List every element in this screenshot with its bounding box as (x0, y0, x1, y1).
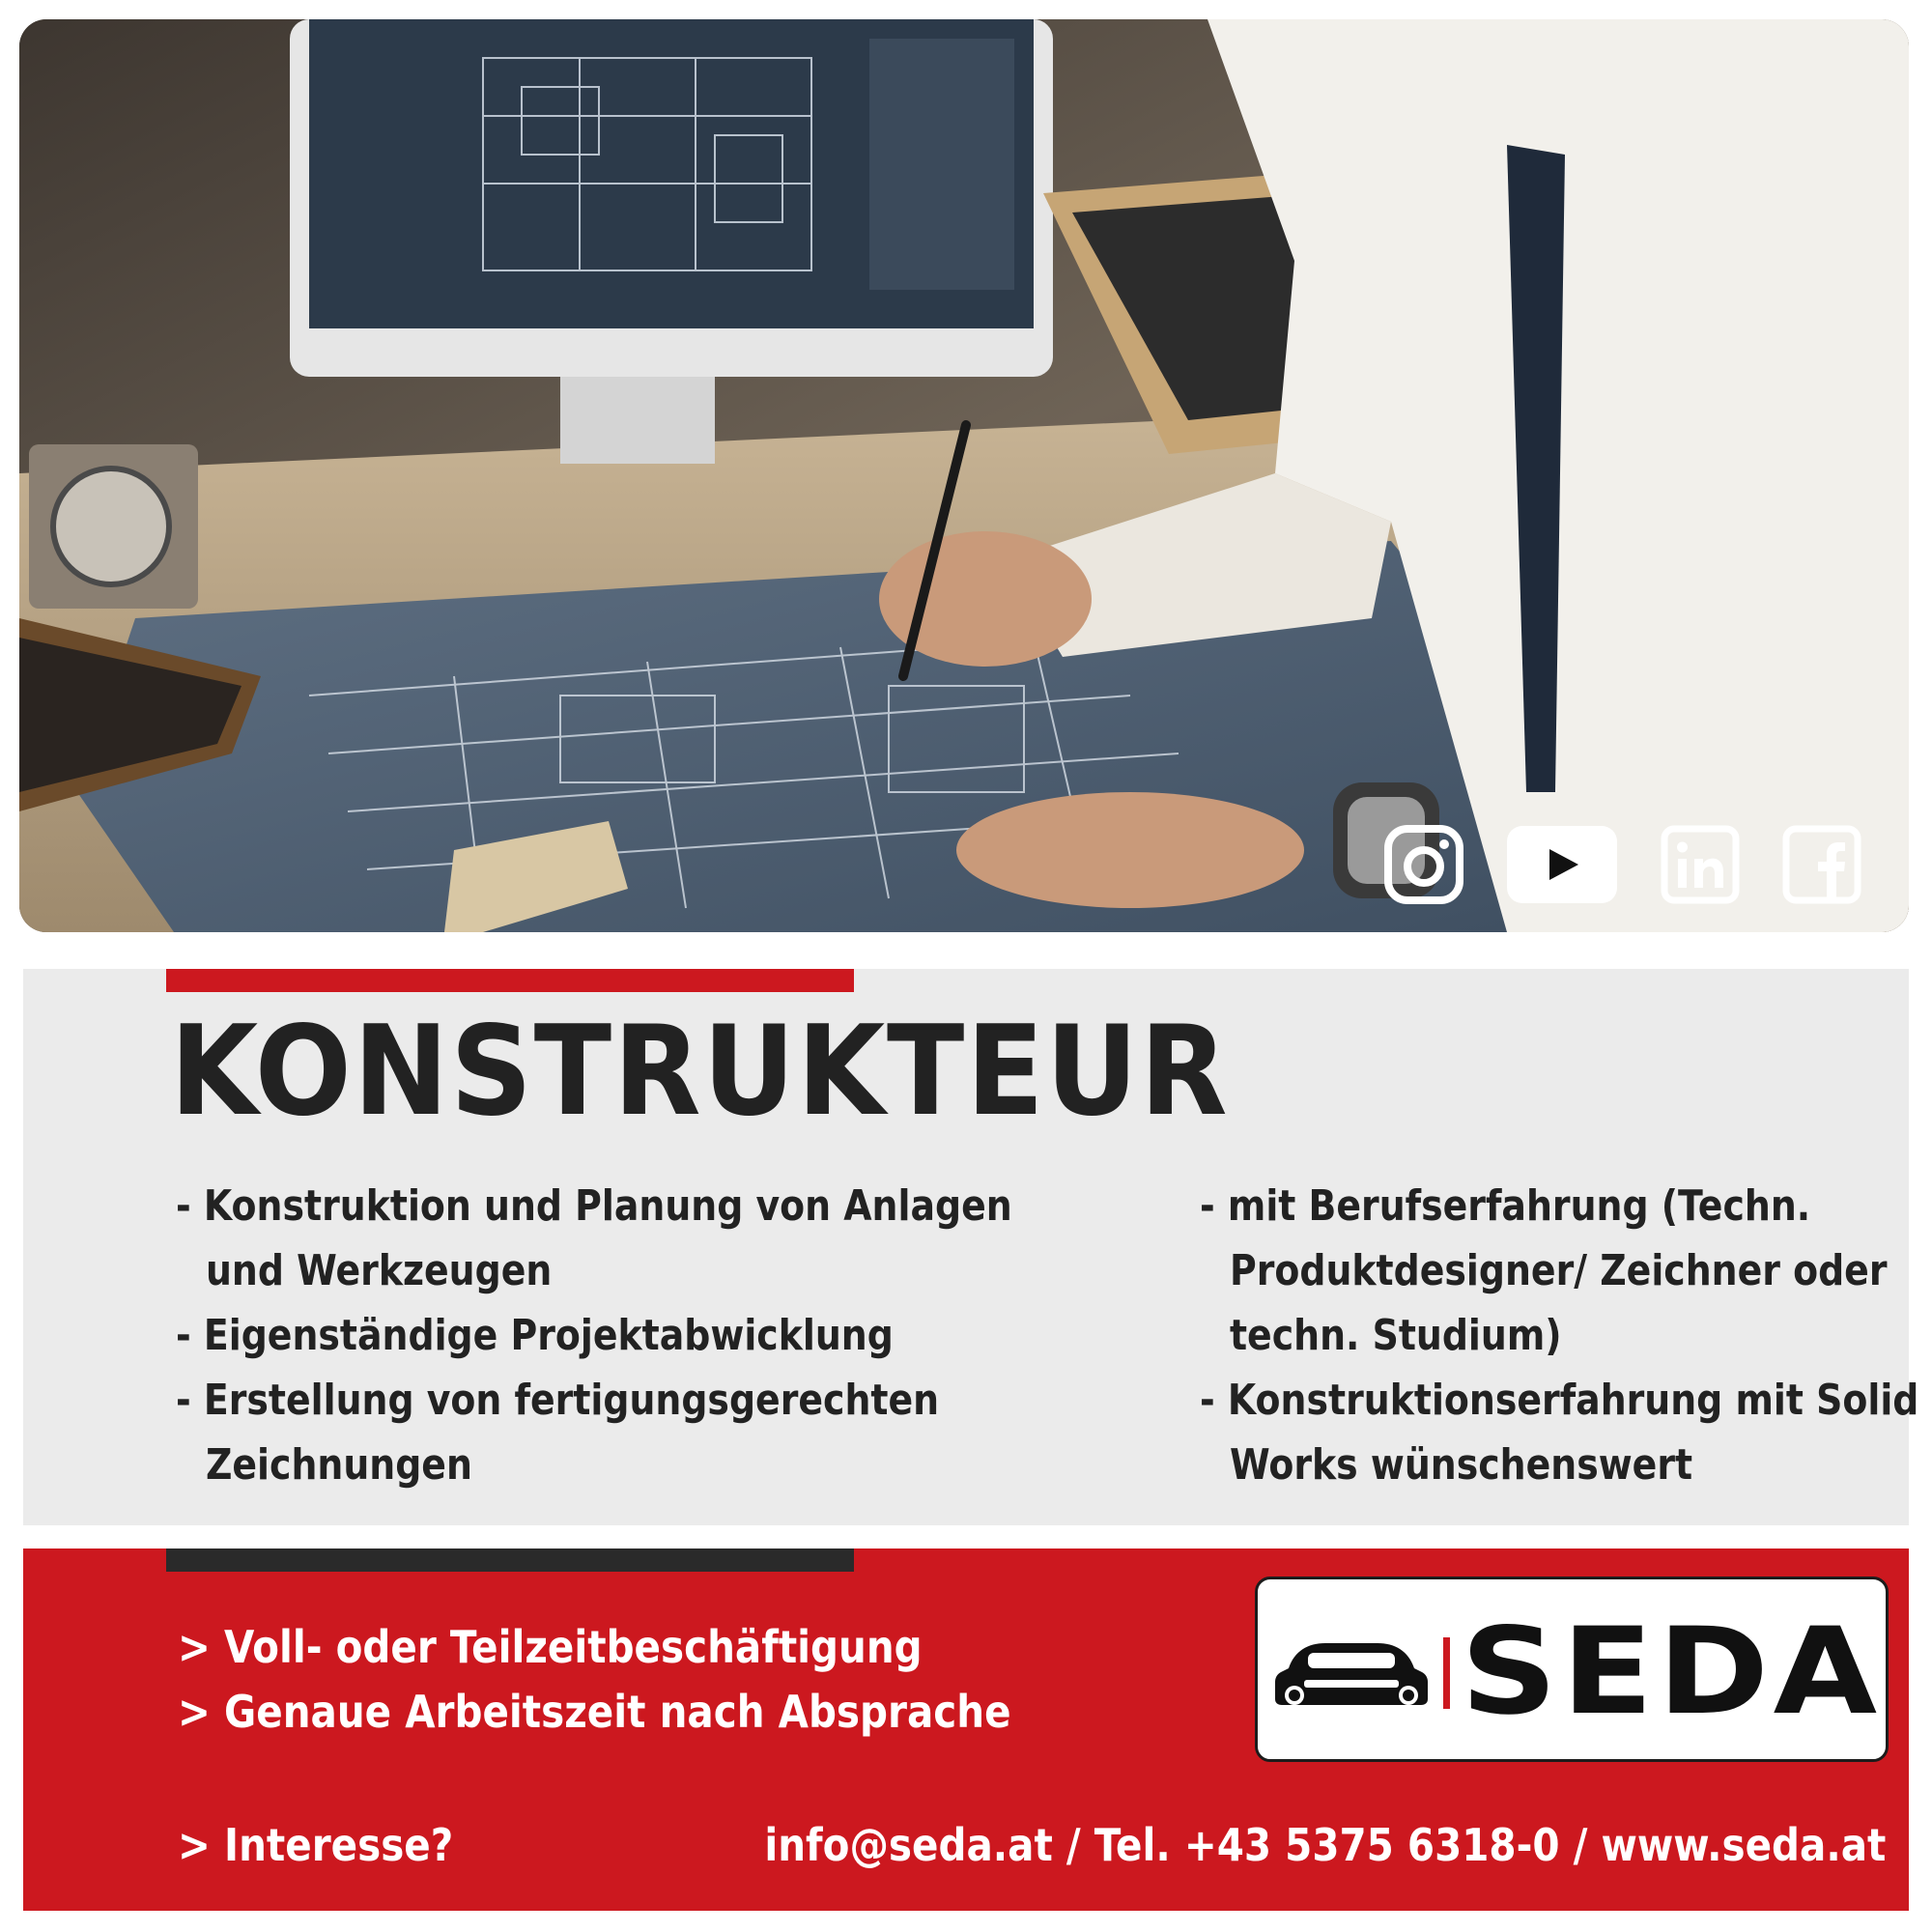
logo-wordmark: SEDA (1461, 1603, 1882, 1742)
benefit-item: > Voll- oder Teilzeitbeschäftigung (178, 1615, 1028, 1680)
logo-separator (1443, 1637, 1450, 1709)
contact-details[interactable]: info@seda.at / Tel. +43 5375 6318-0 / www.seda.at (763, 1819, 1886, 1871)
task-item: - Konstruktion und Planung von Anlagen und Werkzeugen (176, 1174, 1073, 1303)
engineer-at-desk-illustration (19, 19, 1909, 932)
youtube-icon[interactable] (1505, 824, 1619, 905)
task-item: - Eigenständige Projektabwicklung (176, 1303, 1073, 1368)
seda-logo (1255, 1577, 1889, 1762)
linkedin-icon[interactable] (1660, 824, 1741, 905)
benefit-item: > Genaue Arbeitszeit nach Absprache (178, 1680, 1028, 1745)
interest-prompt: > Interesse? (178, 1819, 454, 1871)
car-icon (1275, 1630, 1428, 1719)
social-links (1383, 824, 1862, 905)
tasks-list (176, 1174, 1073, 1497)
hero-photo (19, 19, 1909, 932)
accent-bar-dark (166, 1548, 854, 1572)
requirements-list (1200, 1174, 1931, 1497)
benefits-list (178, 1615, 1028, 1745)
facebook-icon[interactable] (1781, 824, 1862, 905)
job-title: KONSTRUKTEUR (170, 1000, 1230, 1144)
instagram-icon[interactable] (1383, 824, 1464, 905)
task-item: - Erstellung von fertigungsgerechten Zeichnungen (176, 1368, 1073, 1497)
requirement-item: - mit Berufserfahrung (Techn. Produktdesigner/ Zeichner oder techn. Studium) (1200, 1174, 1931, 1368)
requirement-item: - Konstruktionserfahrung mit Solid Works wünschenswert (1200, 1368, 1931, 1497)
accent-bar-red (166, 969, 854, 992)
